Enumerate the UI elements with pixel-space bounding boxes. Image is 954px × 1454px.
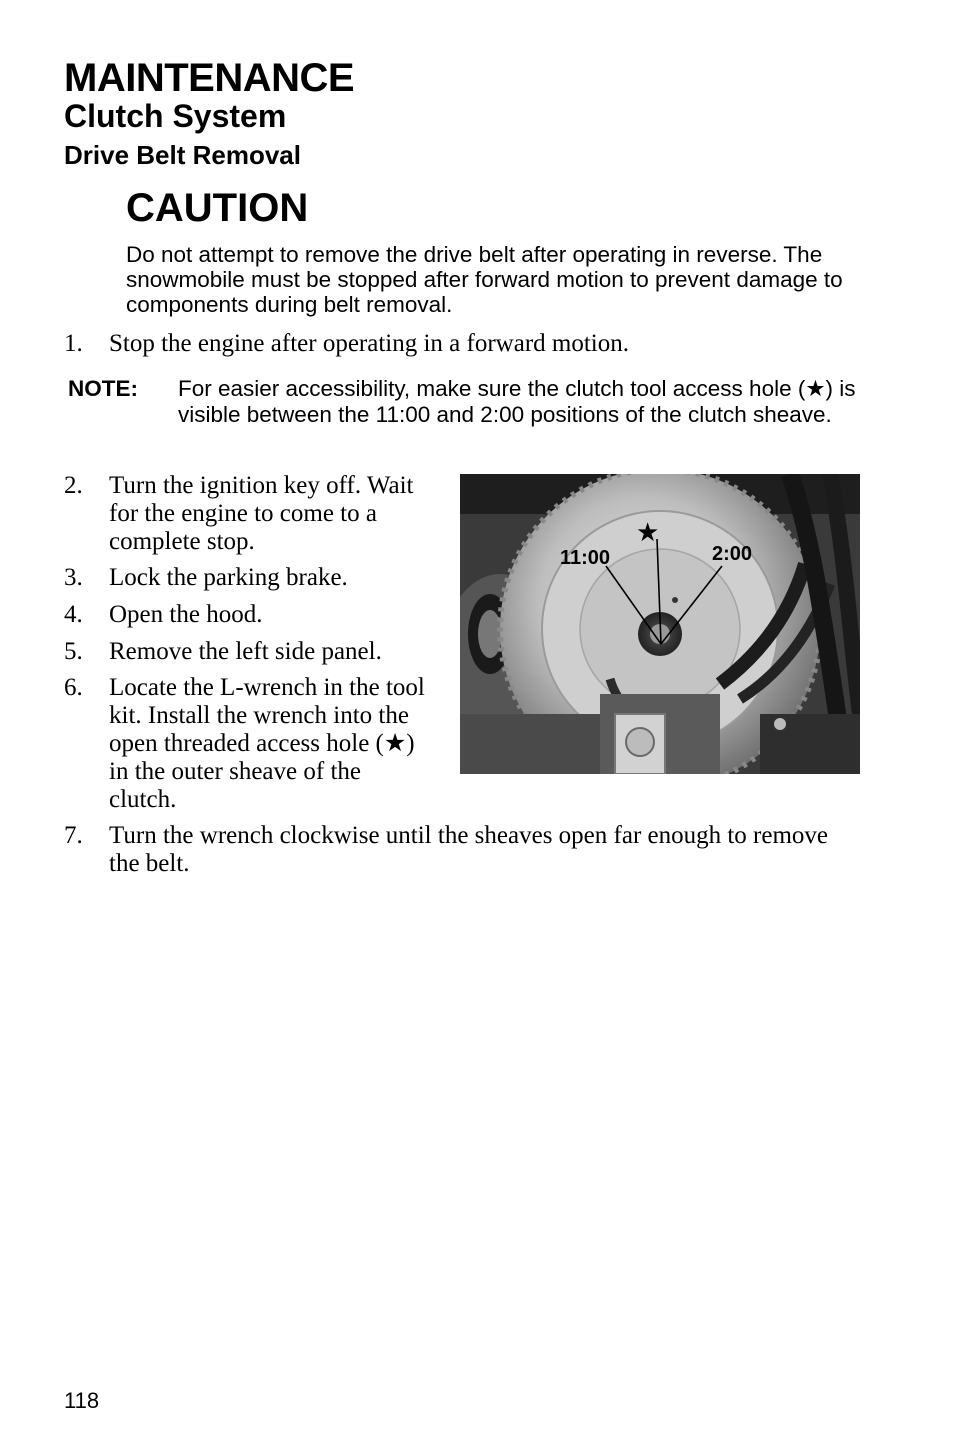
step-text: Stop the engine after operating in a forward motion. <box>109 330 629 357</box>
caution-text: Do not attempt to remove the drive belt after operating in reverse. The snowmobile must be stopped after forward motion to prevent damage to components during belt removal. <box>126 242 843 317</box>
note-text: For easier accessibility, make sure the clutch tool access hole (★) is visible between the 11:00 and 2:00 positions of the clutch sheave. <box>178 376 856 427</box>
subsection-heading: Clutch System <box>64 98 287 134</box>
step-text: Locate the L-wrench in the tool kit. Install the wrench into the open threaded access hole (★) in the outer sheave of the clutch. <box>109 674 425 813</box>
step-number: 2. <box>64 472 83 499</box>
step-text: Open the hood. <box>109 601 263 628</box>
step-text: Lock the parking brake. <box>109 564 348 591</box>
step-number: 1. <box>64 330 83 357</box>
step-number: 7. <box>64 822 83 849</box>
step-number: 3. <box>64 564 83 591</box>
star-icon: ★ <box>636 518 660 548</box>
step-text: Turn the wrench clockwise until the sheaves open far enough to remove the belt. <box>109 822 829 877</box>
note-label: NOTE: <box>68 376 138 401</box>
topic-heading: Drive Belt Removal <box>64 140 301 170</box>
step-text: Turn the ignition key off. Wait for the engine to come to a complete stop. <box>109 472 414 555</box>
clutch-photo <box>460 474 860 774</box>
page-number: 118 <box>64 1388 100 1413</box>
step-text: Remove the left side panel. <box>109 638 382 665</box>
photo-label-2: 2:00 <box>712 543 753 565</box>
step-number: 5. <box>64 638 83 665</box>
step-number: 6. <box>64 674 83 701</box>
caution-title: CAUTION <box>126 186 309 230</box>
photo-label-11: 11:00 <box>560 547 611 569</box>
section-heading: MAINTENANCE <box>64 56 355 100</box>
step-number: 4. <box>64 601 83 628</box>
